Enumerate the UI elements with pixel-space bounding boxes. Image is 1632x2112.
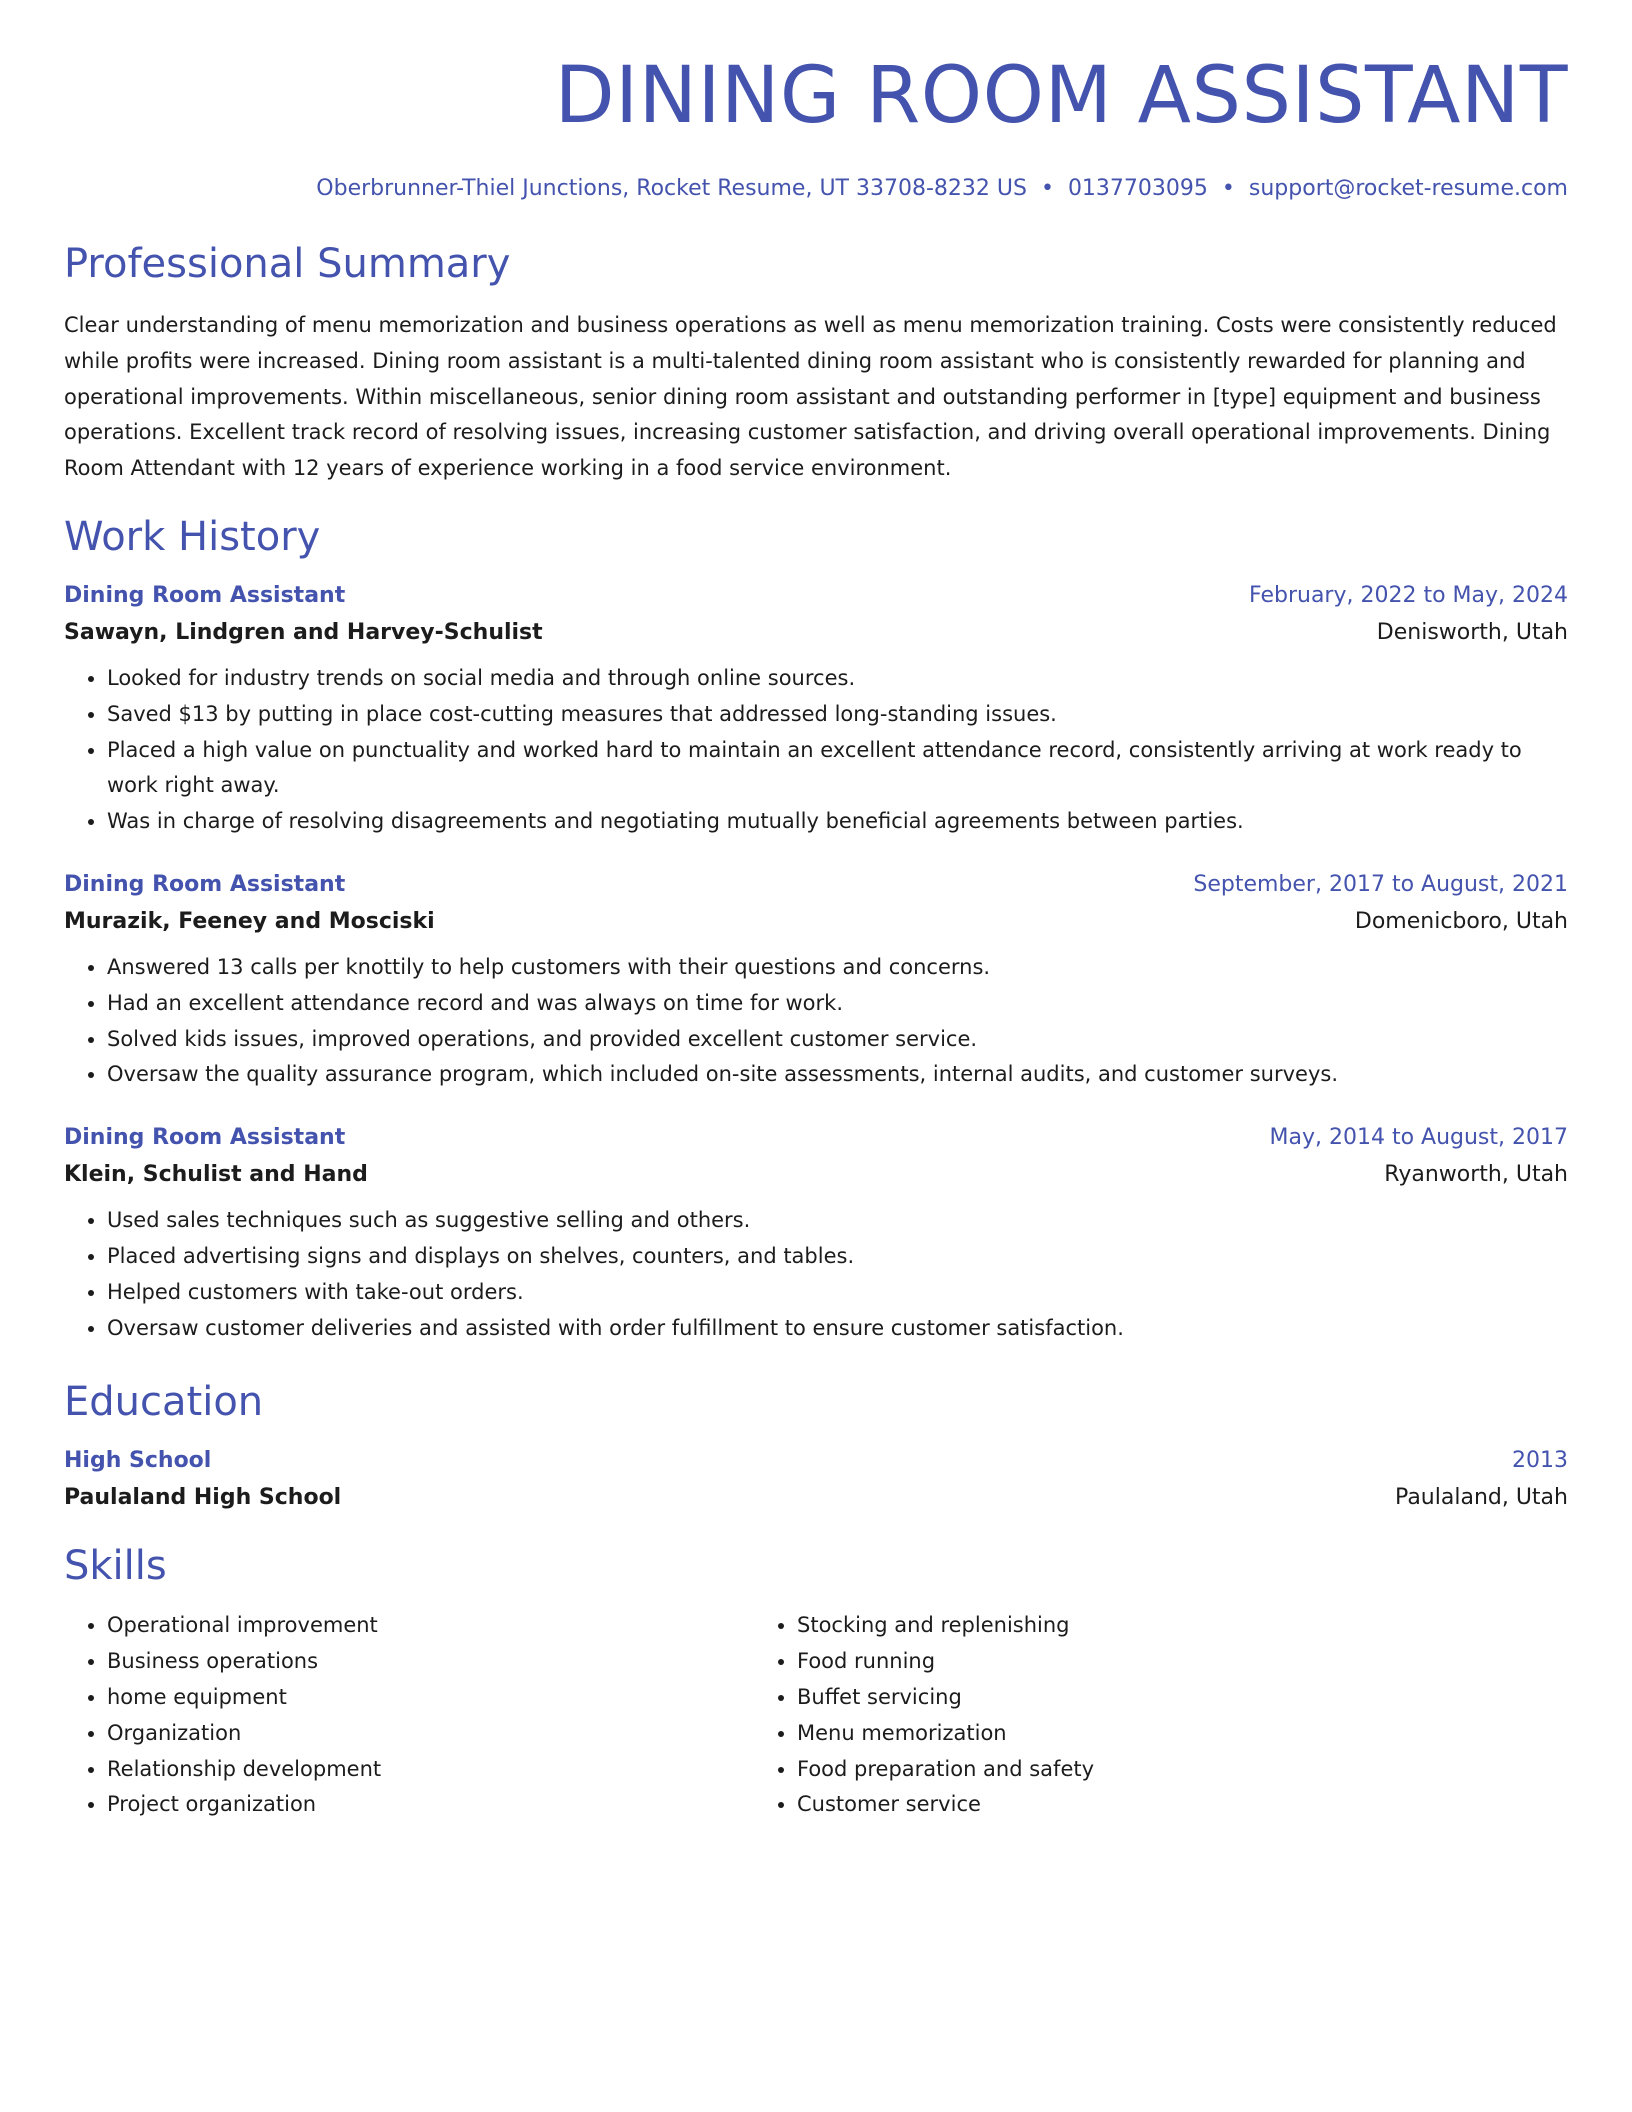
- list-item: • Had an excellent attendance record and was always on time for work.: [107, 986, 1568, 1022]
- list-item: • Food preparation and safety: [797, 1752, 1094, 1788]
- list-item: • Answered 13 calls per knottily to help customers with their questions and concerns.: [107, 950, 1568, 986]
- list-item: • Menu memorization: [797, 1716, 1094, 1752]
- education-location: Paulaland, Utah: [1395, 1485, 1568, 1511]
- job-duties-list: [64, 1203, 1568, 1346]
- candidate-name: DINING ROOM ASSISTANT: [554, 51, 1568, 141]
- job-title: Dining Room Assistant: [64, 1125, 346, 1151]
- job-header-row: [64, 1125, 1568, 1150]
- section-title: Professional Summary: [64, 240, 511, 287]
- section-title: Skills: [64, 1543, 167, 1590]
- professional-summary-section: [64, 240, 1568, 487]
- job-entry: [64, 1125, 1568, 1346]
- education-entry: [64, 1448, 1568, 1510]
- education-school: Paulaland High School: [64, 1485, 342, 1511]
- job-duties-list: [64, 661, 1568, 840]
- education-school-row: [64, 1485, 1568, 1510]
- work-history-section: [64, 513, 1568, 1346]
- education-section: [64, 1378, 1568, 1510]
- job-company: Murazik, Feeney and Mosciski: [64, 908, 435, 934]
- list-item: • Placed advertising signs and displays on shelves, counters, and tables.: [107, 1239, 1568, 1275]
- list-item: • Placed a high value on punctuality and worked hard to maintain an excellent attendance record, consistently arriving at work ready to work right away.: [107, 733, 1568, 805]
- skills-section: [64, 1542, 1568, 1823]
- job-company: Klein, Schulist and Hand: [64, 1162, 368, 1188]
- contact-email[interactable]: support@rocket-resume.com: [1248, 175, 1568, 201]
- list-item: • home equipment: [107, 1680, 754, 1716]
- job-location: Domenicboro, Utah: [1354, 908, 1568, 934]
- job-location: Denisworth, Utah: [1376, 619, 1568, 645]
- skills-list-right: [754, 1608, 1094, 1823]
- contact-separator: •: [1221, 175, 1235, 201]
- job-dates: September, 2017 to August, 2021: [1193, 871, 1568, 897]
- list-item: • Operational improvement: [107, 1608, 754, 1644]
- section-title: Education: [64, 1379, 264, 1426]
- list-item: • Looked for industry trends on social media and through online sources.: [107, 661, 1568, 697]
- job-dates: February, 2022 to May, 2024: [1249, 582, 1568, 608]
- contact-address: Oberbrunner-Thiel Junctions, Rocket Resume, UT 33708-8232 US: [316, 175, 1027, 201]
- section-title: Work History: [64, 513, 321, 560]
- resume-header: [64, 50, 1568, 202]
- education-header-row: [64, 1448, 1568, 1473]
- job-header-row: [64, 872, 1568, 897]
- list-item: • Saved $13 by putting in place cost-cutting measures that addressed long-standing issues.: [107, 697, 1568, 733]
- job-dates: May, 2014 to August, 2017: [1269, 1125, 1568, 1151]
- job-entry: [64, 872, 1568, 1093]
- list-item: • Oversaw customer deliveries and assisted with order fulfillment to ensure customer satisfaction.: [107, 1311, 1568, 1347]
- list-item: • Solved kids issues, improved operations, and provided excellent customer service.: [107, 1022, 1568, 1058]
- contact-separator: •: [1040, 175, 1054, 201]
- job-header-row: [64, 583, 1568, 608]
- skills-columns: [64, 1608, 1568, 1823]
- job-company: Sawayn, Lindgren and Harvey-Schulist: [64, 619, 543, 645]
- skills-list-left: [64, 1608, 754, 1823]
- job-location: Ryanworth, Utah: [1384, 1162, 1568, 1188]
- job-company-row: [64, 909, 1568, 934]
- list-item: • Stocking and replenishing: [797, 1608, 1094, 1644]
- list-item: • Oversaw the quality assurance program, which included on-site assessments, internal audits, and customer surveys.: [107, 1057, 1568, 1093]
- list-item: • Business operations: [107, 1644, 754, 1680]
- job-entry: [64, 583, 1568, 840]
- job-duties-list: [64, 950, 1568, 1093]
- list-item: • Customer service: [797, 1787, 1094, 1823]
- job-company-row: [64, 620, 1568, 645]
- education-year: 2013: [1512, 1448, 1568, 1474]
- list-item: • Food running: [797, 1644, 1094, 1680]
- list-item: • Relationship development: [107, 1752, 754, 1788]
- job-company-row: [64, 1162, 1568, 1187]
- contact-phone: 0137703095: [1067, 175, 1208, 201]
- contact-line: [64, 176, 1568, 202]
- job-title: Dining Room Assistant: [64, 582, 346, 608]
- list-item: • Used sales techniques such as suggestive selling and others.: [107, 1203, 1568, 1239]
- summary-text: Clear understanding of menu memorization and business operations as well as menu memorization training. Costs were consistently reduced while profits were increased. Dining room assistant is a multi-talented dining room assistant who is consistently rewarded for planning and operational improvements. Within miscellaneous, senior dining room assistant and outstanding performer in [type] equipment and business operations. Excellent track record of resolving issues, increasing customer satisfaction, and driving overall operational improvements. Dining Room Attendant with 12 years of experience working in a food service environment.: [64, 312, 1557, 481]
- list-item: • Buffet servicing: [797, 1680, 1094, 1716]
- list-item: • Helped customers with take-out orders.: [107, 1275, 1568, 1311]
- education-degree: High School: [64, 1448, 212, 1474]
- list-item: • Project organization: [107, 1787, 754, 1823]
- job-title: Dining Room Assistant: [64, 871, 346, 897]
- list-item: • Was in charge of resolving disagreements and negotiating mutually beneficial agreements between parties.: [107, 804, 1568, 840]
- list-item: • Organization: [107, 1716, 754, 1752]
